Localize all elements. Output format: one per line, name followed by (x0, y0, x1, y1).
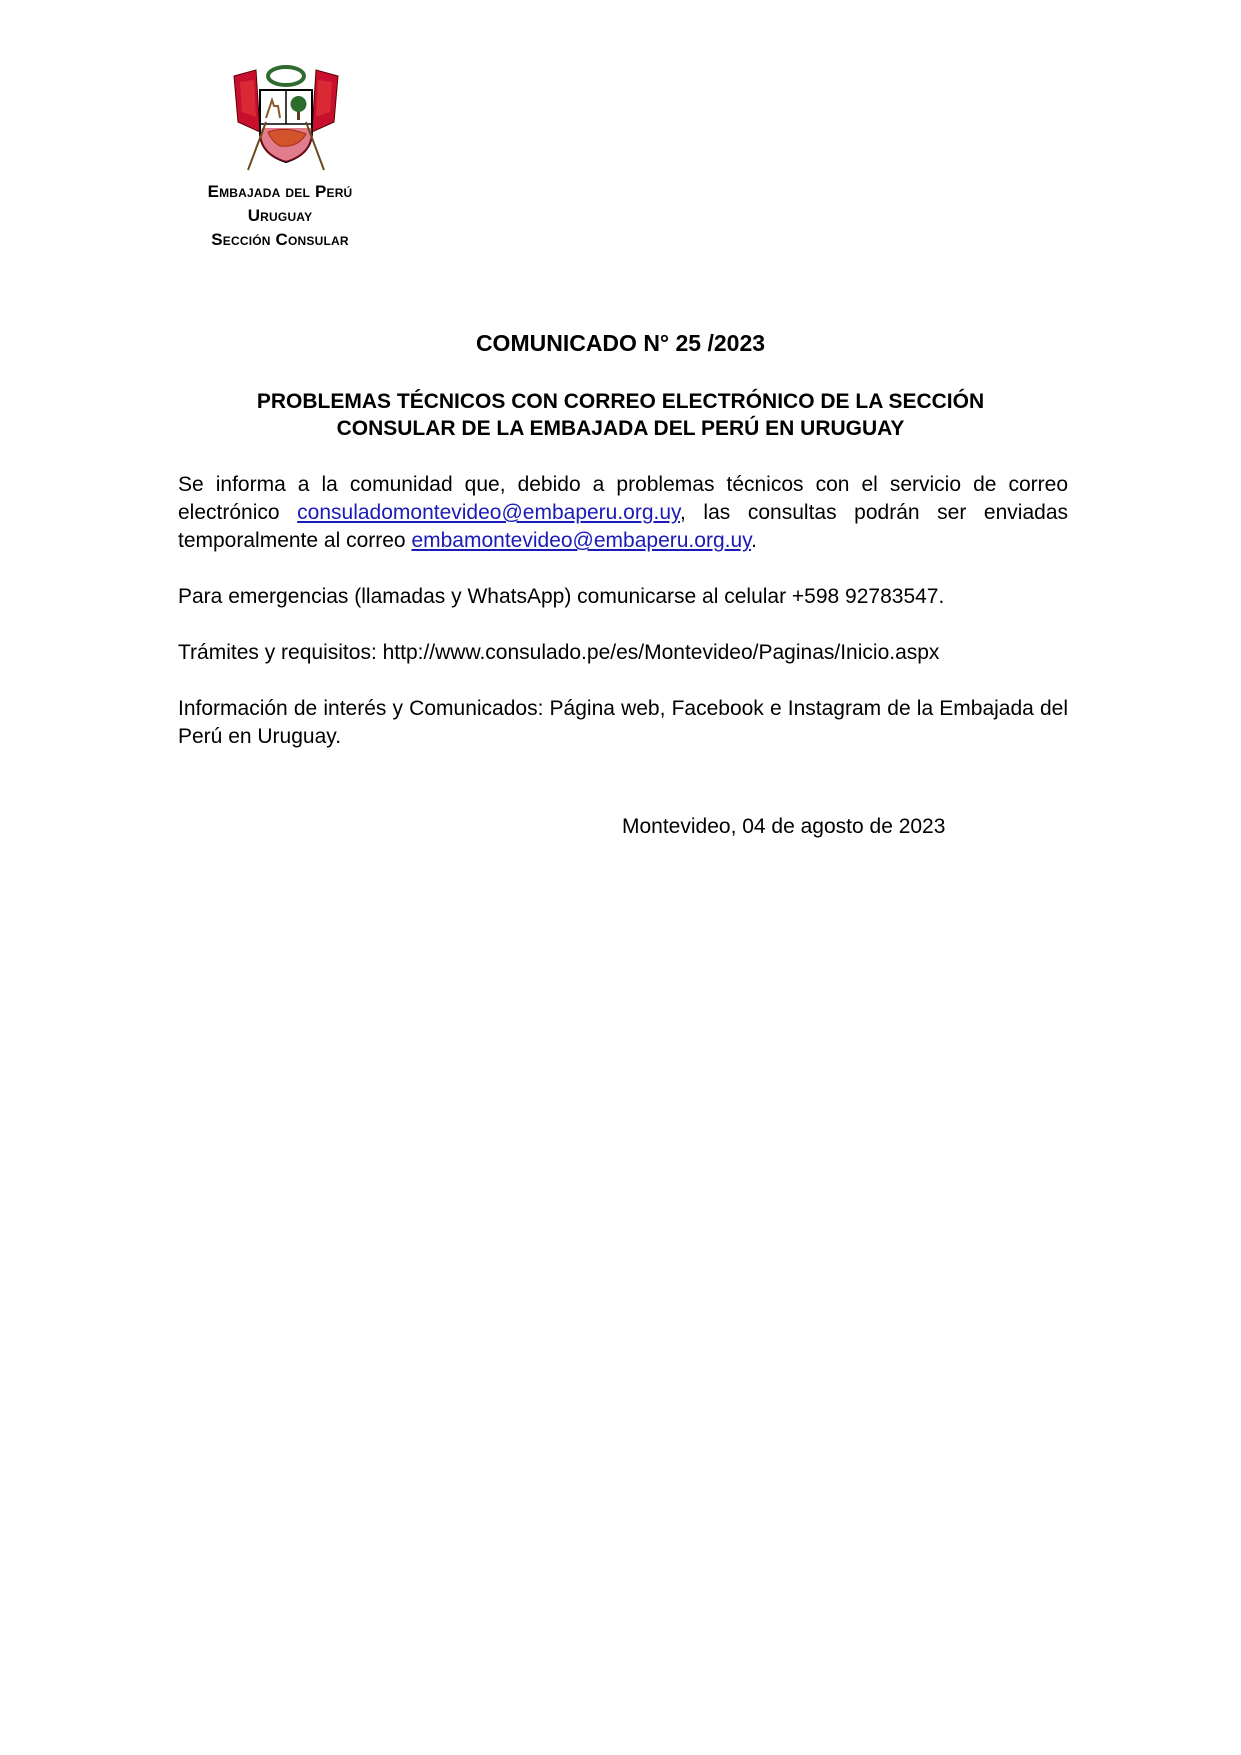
peru-coat-of-arms (226, 62, 346, 174)
closing-date: Montevideo, 04 de agosto de 2023 (622, 815, 946, 838)
subtitle-line-1: PROBLEMAS TÉCNICOS CON CORREO ELECTRÓNICO DE LA SECCIÓN (256, 390, 985, 413)
subtitle-line-2: CONSULAR DE LA EMBAJADA DEL PERÚ EN URUGUAY (336, 417, 905, 440)
subtitle (178, 388, 1063, 442)
letterhead-embassy: Embajada del Perú (207, 182, 353, 201)
coat-of-arms-icon (226, 62, 346, 174)
letterhead-country: Uruguay (247, 206, 313, 225)
paragraph-procedures: Trámites y requisitos: http://www.consulado.pe/es/Montevideo/Paginas/Inicio.aspx (178, 641, 940, 664)
para1-text-b: , las consultas podrán ser enviadas temporalmente al correo (178, 501, 1068, 552)
body-text (178, 471, 1068, 779)
letterhead (150, 180, 410, 252)
email-link-consulado[interactable]: consuladomontevideo@embaperu.org.uy (297, 501, 680, 524)
para1-text-a: Se informa a la comunidad que, debido a problemas técnicos con el servicio de correo electrónico (178, 473, 1068, 524)
para1-text-c: . (751, 529, 757, 552)
email-link-embajada[interactable]: embamontevideo@embaperu.org.uy (411, 529, 752, 552)
paragraph-email-notice (178, 471, 1068, 555)
letterhead-section: Sección Consular (211, 230, 349, 249)
paragraph-emergency: Para emergencias (llamadas y WhatsApp) comunicarse al celular +598 92783547. (178, 585, 945, 608)
paragraph-information: Información de interés y Comunicados: Página web, Facebook e Instagram de la Embajada del Perú en Uruguay. (178, 697, 1068, 748)
page-title: COMUNICADO N° 25 /2023 (475, 330, 766, 356)
